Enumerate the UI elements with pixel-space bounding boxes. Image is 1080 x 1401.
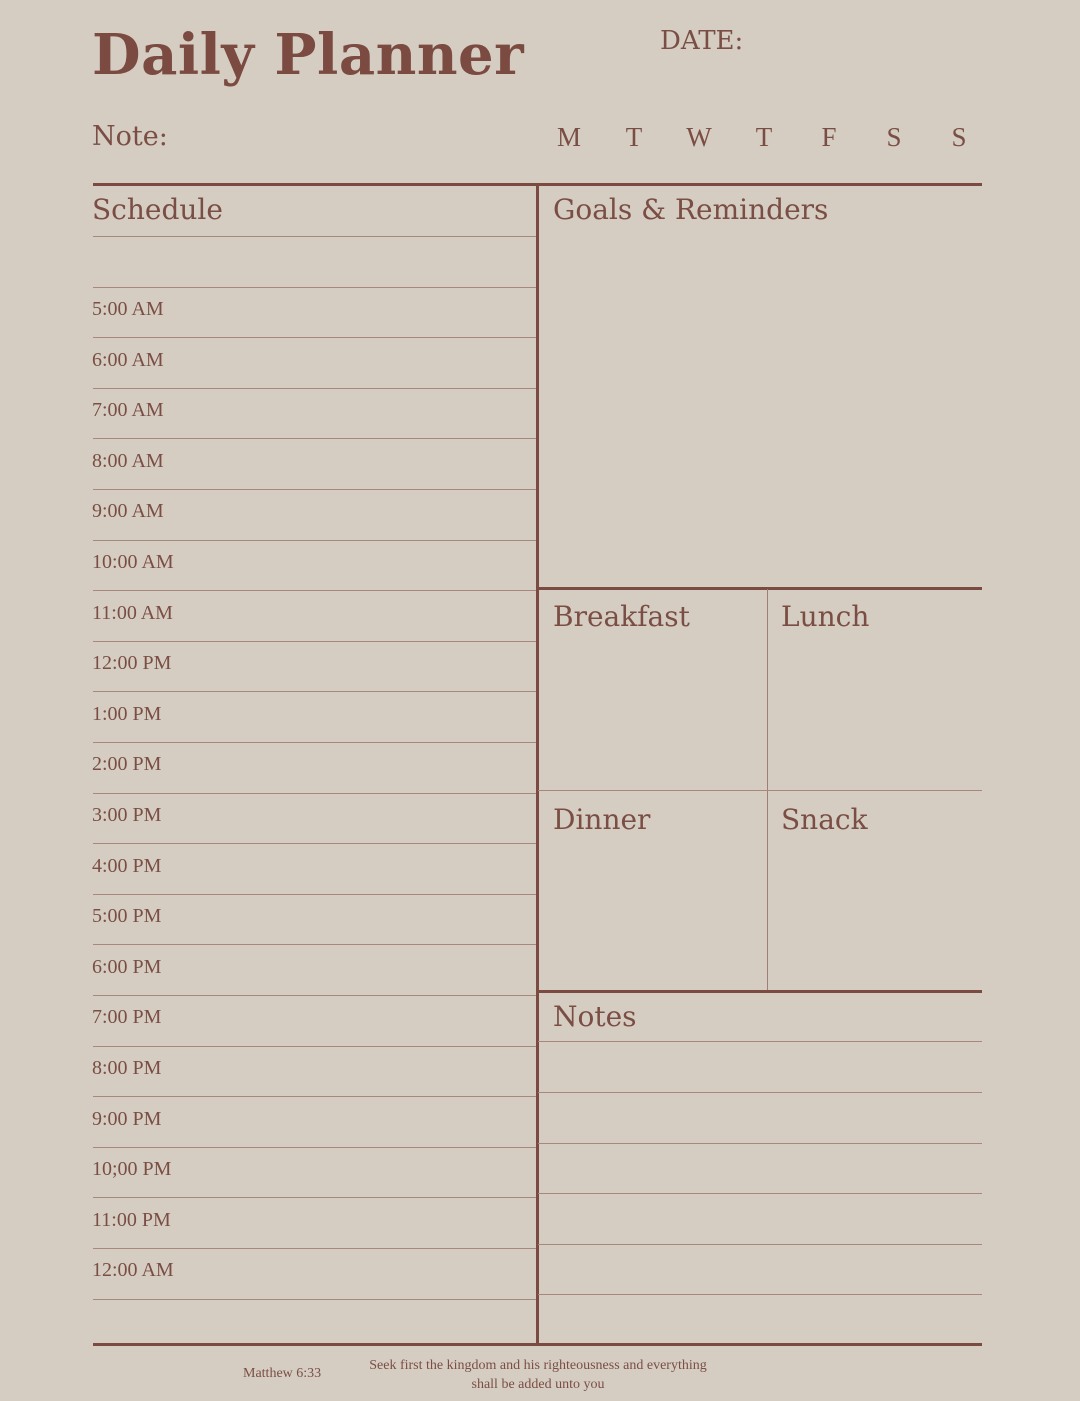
- breakfast-heading: Breakfast: [553, 600, 690, 633]
- snack-heading: Snack: [781, 803, 868, 836]
- notes-line[interactable]: [538, 1294, 982, 1295]
- schedule-time: 3:00 PM: [92, 804, 162, 826]
- notes-line[interactable]: [538, 1143, 982, 1144]
- schedule-line: [93, 1096, 536, 1097]
- schedule-line: [93, 388, 536, 389]
- schedule-time: 8:00 PM: [92, 1057, 162, 1079]
- page-title: Daily Planner: [92, 22, 525, 88]
- weekday-monday[interactable]: M: [556, 122, 581, 152]
- schedule-line: [93, 1147, 536, 1148]
- schedule-line: [93, 641, 536, 642]
- schedule-line: [93, 793, 536, 794]
- schedule-time: 7:00 AM: [92, 399, 164, 421]
- notes-line[interactable]: [538, 1193, 982, 1194]
- weekday-wednesday[interactable]: W: [686, 122, 712, 152]
- schedule-time: 10;00 PM: [92, 1158, 172, 1180]
- weekday-tuesday[interactable]: T: [625, 122, 643, 152]
- schedule-line: [93, 742, 536, 743]
- lunch-heading: Lunch: [781, 600, 870, 633]
- schedule-line: [93, 894, 536, 895]
- meals-middle-rule: [538, 790, 982, 791]
- notes-line[interactable]: [538, 1244, 982, 1245]
- weekday-sunday[interactable]: S: [951, 122, 967, 152]
- scripture-quote: Seek first the kingdom and his righteousness and everything shall be added unto you: [369, 1358, 707, 1392]
- notes-line[interactable]: [538, 1041, 982, 1042]
- schedule-time: 2:00 PM: [92, 753, 162, 775]
- schedule-line: [93, 489, 536, 490]
- schedule-line: [93, 995, 536, 996]
- schedule-time: 11:00 PM: [92, 1209, 171, 1231]
- column-divider: [536, 183, 539, 1346]
- schedule-line: [93, 287, 536, 288]
- schedule-time: 7:00 PM: [92, 1006, 162, 1028]
- schedule-line: [93, 236, 536, 237]
- goals-bottom-rule: [538, 587, 982, 590]
- schedule-line: [93, 691, 536, 692]
- schedule-time: 10:00 AM: [92, 551, 174, 573]
- schedule-time: 5:00 AM: [92, 298, 164, 320]
- schedule-time: 8:00 AM: [92, 450, 164, 472]
- schedule-line: [93, 337, 536, 338]
- scripture-reference: Matthew 6:33: [243, 1366, 322, 1381]
- meals-bottom-rule: [538, 990, 982, 993]
- schedule-line: [93, 438, 536, 439]
- schedule-line: [93, 590, 536, 591]
- schedule-time: 9:00 AM: [92, 500, 164, 522]
- schedule-line: [93, 540, 536, 541]
- schedule-line: [93, 1046, 536, 1047]
- notes-line[interactable]: [538, 1092, 982, 1093]
- weekday-friday[interactable]: F: [821, 122, 837, 152]
- schedule-line: [93, 944, 536, 945]
- date-label: DATE:: [660, 26, 744, 56]
- weekday-thursday[interactable]: T: [755, 122, 773, 152]
- schedule-time: 9:00 PM: [92, 1108, 162, 1130]
- schedule-time: 12:00 PM: [92, 652, 172, 674]
- schedule-line: [93, 1197, 536, 1198]
- weekday-saturday[interactable]: S: [886, 122, 902, 152]
- schedule-line: [93, 1299, 536, 1300]
- note-label: Note:: [92, 121, 168, 152]
- schedule-heading: Schedule: [92, 193, 223, 226]
- schedule-time: 6:00 AM: [92, 349, 164, 371]
- schedule-time: 6:00 PM: [92, 956, 162, 978]
- schedule-line: [93, 843, 536, 844]
- schedule-time: 5:00 PM: [92, 905, 162, 927]
- schedule-time: 1:00 PM: [92, 703, 162, 725]
- schedule-time: 12:00 AM: [92, 1259, 174, 1281]
- dinner-heading: Dinner: [553, 803, 651, 836]
- schedule-time: 11:00 AM: [92, 602, 173, 624]
- schedule-line: [93, 1248, 536, 1249]
- notes-heading: Notes: [553, 1000, 637, 1033]
- schedule-time: 4:00 PM: [92, 855, 162, 877]
- goals-heading: Goals & Reminders: [553, 193, 829, 226]
